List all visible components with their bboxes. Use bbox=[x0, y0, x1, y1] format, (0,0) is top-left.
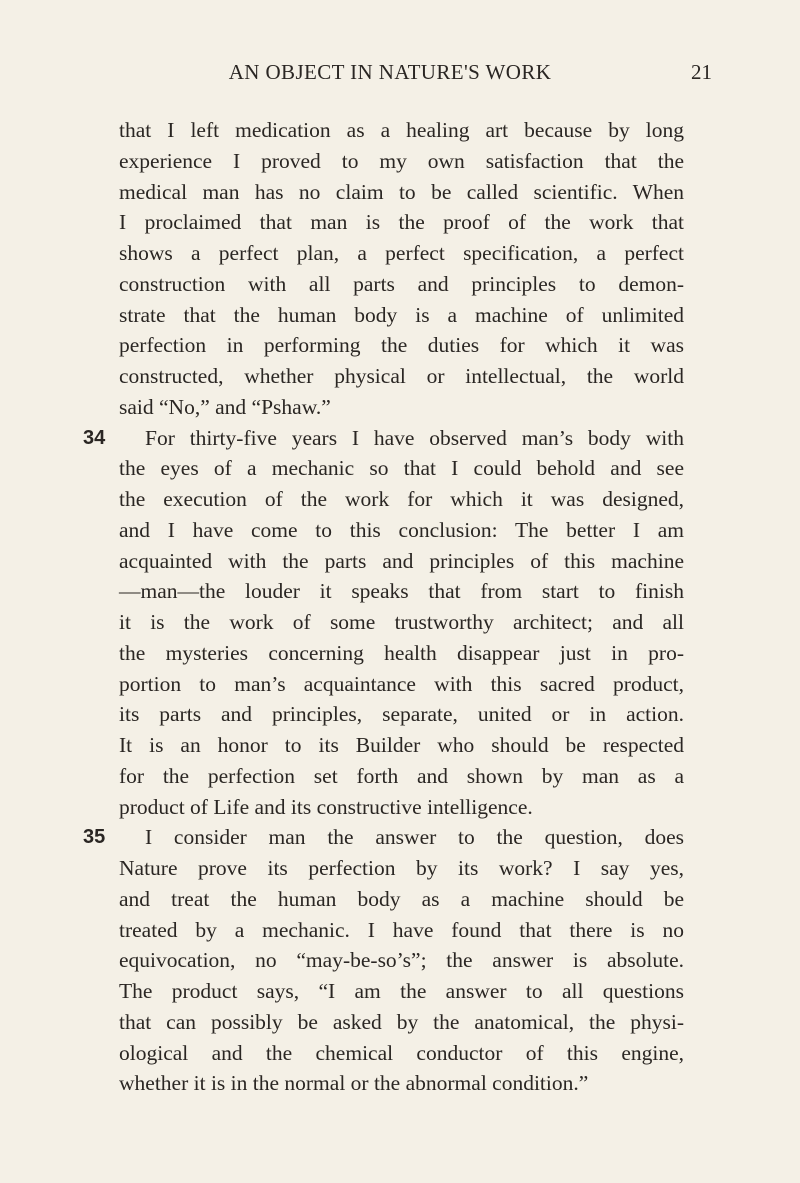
text-line: the execution of the work for which it was designed, bbox=[119, 487, 684, 511]
text-line: Nature prove its perfection by its work? I say yes, bbox=[119, 856, 684, 880]
text-line: perfection in performing the duties for which it was bbox=[119, 333, 684, 358]
text-line: its parts and principles, separate, united or in action. bbox=[119, 702, 684, 727]
body-text bbox=[83, 115, 684, 1099]
text-line: shows a perfect plan, a perfect specification, a perfect bbox=[119, 241, 684, 265]
text-line: ological and the chemical conductor of this engine, bbox=[119, 1040, 684, 1065]
page-number: 21 bbox=[691, 60, 712, 84]
text-line: It is an honor to its Builder who should be respected bbox=[119, 733, 684, 757]
text-line: said “No,” and “Pshaw.” bbox=[119, 394, 331, 419]
text-line-content: I consider man the answer to the question, does bbox=[145, 825, 684, 850]
text-line: and I have come to this conclusion: The better I am bbox=[119, 517, 684, 542]
text-line: portion to man’s acquaintance with this sacred product, bbox=[119, 671, 684, 696]
text-line: strate that the human body is a machine of unlimited bbox=[119, 302, 684, 327]
paragraph-continued bbox=[119, 115, 684, 423]
paragraph-34 bbox=[83, 423, 684, 823]
paragraph-35 bbox=[83, 822, 684, 1099]
text-line: whether it is in the normal or the abnormal condition.” bbox=[119, 1071, 589, 1096]
text-line: treated by a mechanic. I have found that there is no bbox=[119, 917, 684, 942]
text-line-content: For thirty-five years I have observed man’s body with bbox=[145, 425, 684, 450]
text-line: —man—the louder it speaks that from start to finish bbox=[119, 579, 684, 604]
text-line: The product says, “I am the answer to all questions bbox=[119, 979, 684, 1003]
text-line: the mysteries concerning health disappear just in pro- bbox=[119, 640, 684, 665]
text-line: construction with all parts and principles to demon- bbox=[119, 271, 684, 296]
text-line: product of Life and its constructive intelligence. bbox=[119, 794, 533, 819]
text-line: experience I proved to my own satisfaction that the bbox=[119, 148, 684, 173]
text-line: I proclaimed that man is the proof of the work that bbox=[119, 210, 684, 235]
text-line: acquainted with the parts and principles of this machine bbox=[119, 548, 684, 573]
text-line: that can possibly be asked by the anatomical, the physi- bbox=[119, 1009, 684, 1034]
text-line: medical man has no claim to be called scientific. When bbox=[119, 179, 684, 204]
text-line: it is the work of some trustworthy architect; and all bbox=[119, 610, 684, 634]
text-line bbox=[83, 822, 684, 853]
paragraph-number: 35 bbox=[83, 826, 106, 849]
text-line: for the perfection set forth and shown by man as a bbox=[119, 763, 684, 788]
text-line: and treat the human body as a machine should be bbox=[119, 886, 684, 911]
text-line: equivocation, no “may-be-so’s”; the answer is absolute. bbox=[119, 948, 684, 973]
text-line bbox=[83, 423, 684, 454]
text-line: that I left medication as a healing art because by long bbox=[119, 118, 684, 142]
running-title: AN OBJECT IN NATURE'S WORK bbox=[228, 60, 552, 84]
running-head bbox=[0, 60, 800, 90]
text-line: constructed, whether physical or intellectual, the world bbox=[119, 364, 684, 388]
paragraph-number: 34 bbox=[83, 426, 106, 449]
text-line: the eyes of a mechanic so that I could behold and see bbox=[119, 456, 684, 481]
